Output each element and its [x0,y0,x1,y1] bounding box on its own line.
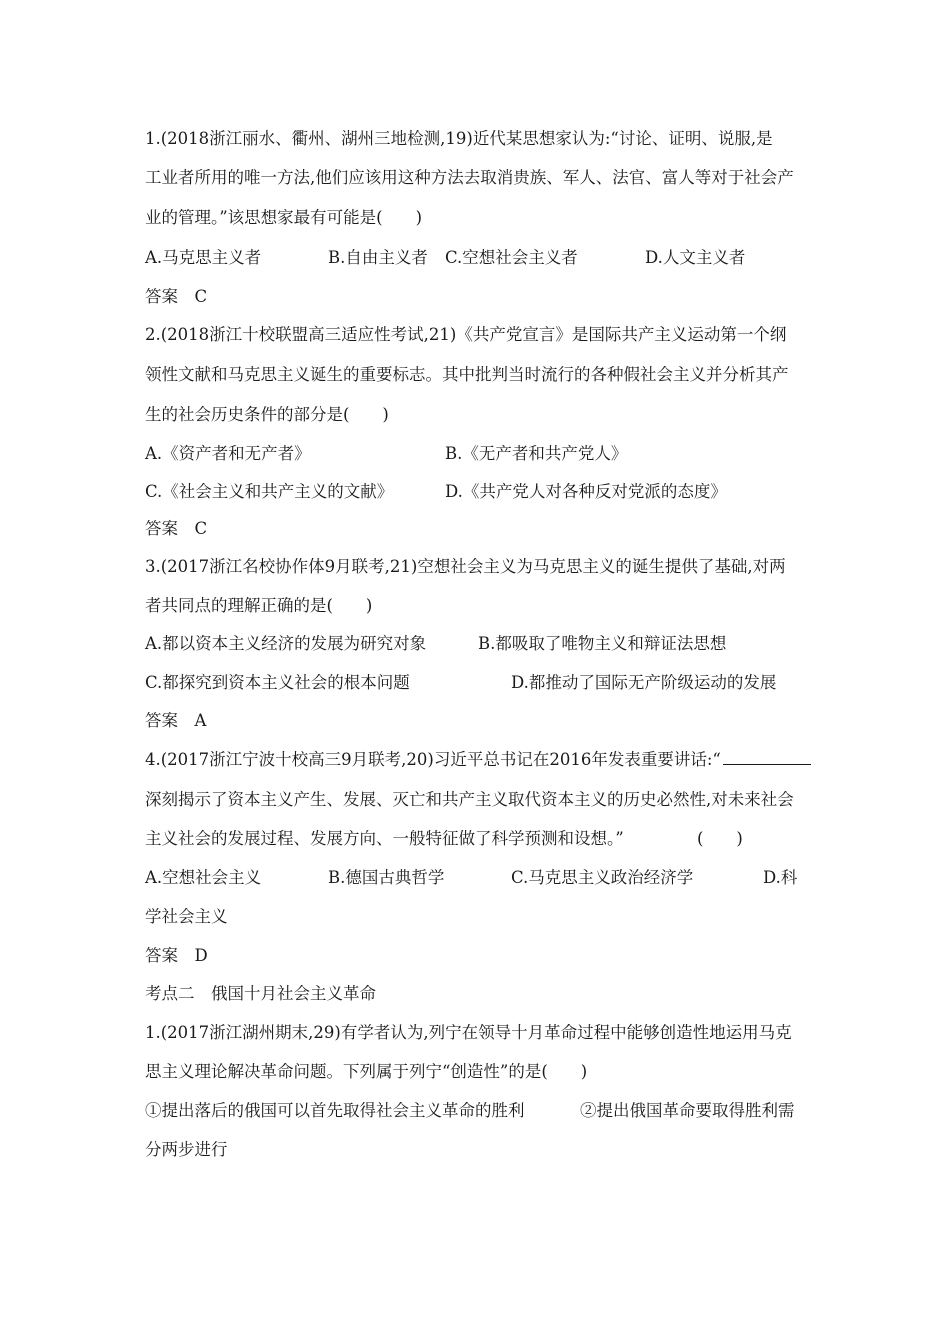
s2q1-item-2-continued: 分两步进行 [145,1140,228,1159]
q4-stem-line-3: 主义社会的发展过程、发展方向、一般特征做了科学预测和设想。” [145,829,624,848]
q4-option-d-continued: 学社会主义 [145,907,228,926]
fill-in-blank [723,749,811,765]
q1-option-b: B.自由主义者 [328,248,428,267]
q3-option-a: A.都以资本主义经济的发展为研究对象 [145,634,427,653]
q1-stem-line-2: 工业者所用的唯一方法,他们应该用这种方法去取消贵族、军人、法官、富人等对于社会产 [145,168,794,187]
q3-stem-line-1: 3.(2017浙江名校协作体9月联考,21)空想社会主义为马克思主义的诞生提供了基础,对两 [145,557,786,576]
q2-stem-line-3: 生的社会历史条件的部分是( ) [145,405,389,424]
q2-option-a: A.《资产者和无产者》 [145,444,311,463]
q4-stem-text: 4.(2017浙江宁波十校高三9月联考,20)习近平总书记在2016年发表重要讲话:“ [145,750,721,769]
q1-stem-line-3: 业的管理。”该思想家最有可能是( ) [145,208,423,227]
s2q1-item-1: ①提出落后的俄国可以首先取得社会主义革命的胜利 [145,1101,525,1120]
q1-stem-line-1: 1.(2018浙江丽水、衢州、湖州三地检测,19)近代某思想家认为:“讨论、证明、说服,是 [145,129,773,148]
q2-option-c: C.《社会主义和共产主义的文献》 [145,482,394,501]
q3-stem-line-2: 者共同点的理解正确的是( ) [145,596,373,615]
s2q1-stem-line-2: 思主义理论解决革命问题。下列属于列宁“创造性”的是( ) [145,1062,588,1081]
q2-answer: 答案 C [145,519,208,538]
q4-option-c: C.马克思主义政治经济学 [511,868,694,887]
q2-stem-line-1: 2.(2018浙江十校联盟高三适应性考试,21)《共产党宣言》是国际共产主义运动第一个纲 [145,325,787,344]
q1-option-c: C.空想社会主义者 [445,248,578,267]
q4-answer-paren: ( ) [697,829,743,848]
q3-answer: 答案 A [145,711,207,730]
s2q1-stem-line-1: 1.(2017浙江湖州期末,29)有学者认为,列宁在领导十月革命过程中能够创造性地运用马克 [145,1023,792,1042]
q2-option-d: D.《共产党人对各种反对党派的态度》 [445,482,727,501]
q1-answer: 答案 C [145,287,208,306]
q4-answer: 答案 D [145,946,208,965]
q1-option-d: D.人文主义者 [645,248,746,267]
q2-option-b: B.《无产者和共产党人》 [445,444,628,463]
section-heading: 考点二 俄国十月社会主义革命 [145,984,376,1003]
q2-stem-line-2: 领性文献和马克思主义诞生的重要标志。其中批判当时流行的各种假社会主义并分析其产 [145,365,789,384]
q3-option-d: D.都推动了国际无产阶级运动的发展 [511,673,777,692]
q1-option-a: A.马克思主义者 [145,248,262,267]
q4-option-d: D.科 [763,868,798,887]
q4-stem-line-2: 深刻揭示了资本主义产生、发展、灭亡和共产主义取代资本主义的历史必然性,对未来社会 [145,790,794,809]
q4-stem-line-1 [145,749,811,771]
s2q1-item-2: ②提出俄国革命要取得胜利需 [580,1101,795,1120]
q4-option-b: B.德国古典哲学 [328,868,445,887]
q3-option-c: C.都探究到资本主义社会的根本问题 [145,673,410,692]
q4-option-a: A.空想社会主义 [145,868,262,887]
q3-option-b: B.都吸取了唯物主义和辩证法思想 [478,634,727,653]
